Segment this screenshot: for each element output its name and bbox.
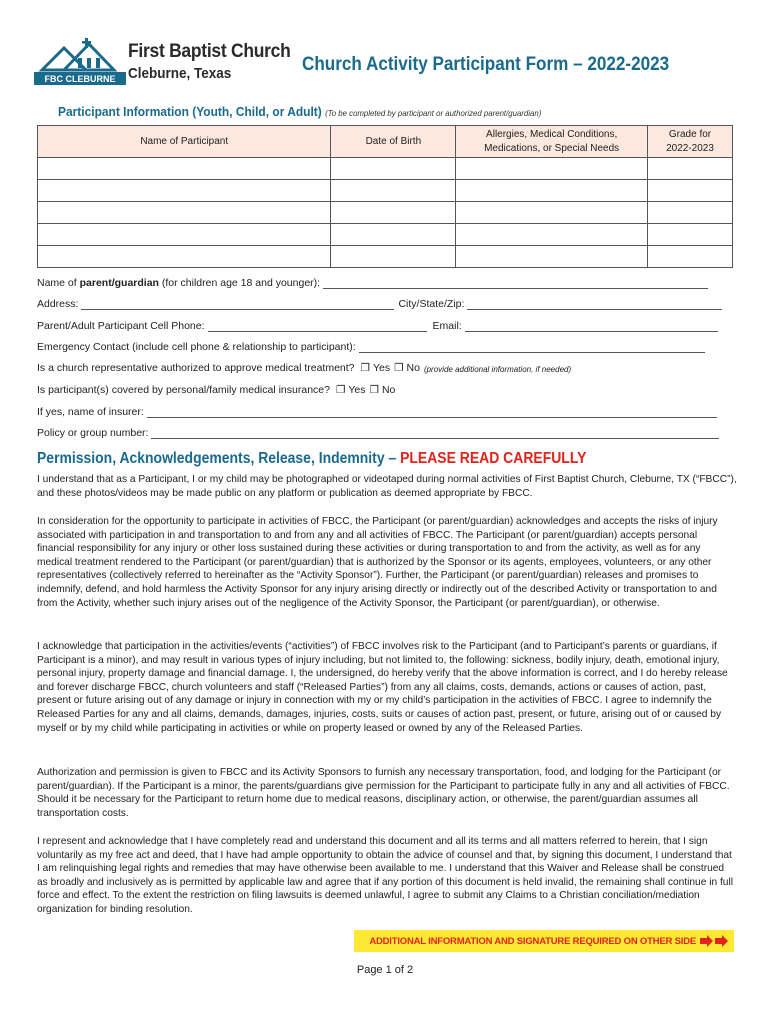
other-side-callout bbox=[354, 930, 734, 952]
form-title: Church Activity Participant Form – 2022-2023 bbox=[302, 54, 670, 75]
city-state-zip-field[interactable] bbox=[467, 299, 722, 310]
parent-label-suffix: (for children age 18 and younger): bbox=[158, 277, 321, 289]
grade-cell[interactable] bbox=[648, 180, 733, 202]
col-allergies-header: Allergies, Medical Conditions, Medications, or Special Needs bbox=[456, 126, 648, 158]
participant-heading-text: Participant Information (Youth, Child, or Adult) bbox=[58, 104, 322, 119]
policy-row bbox=[37, 427, 719, 439]
authorization-paragraph: Authorization and permission is given to FBCC and its Activity Sponsors to furnish any necessary transportation, food, and lodging for the Participant (or parent/guardian). If the Participant is a minor, the parents/guardians give permission for the Participant to participate fully in any and all activities of FBCC. Should it be necessary for the Participant to return home due to medical reasons, disciplinary action, or otherwise, the parent/guardian assumes all transportation costs. bbox=[37, 767, 730, 819]
medical-yes-checkbox[interactable]: ❐ bbox=[360, 362, 370, 374]
grade-cell[interactable] bbox=[648, 246, 733, 268]
insurance-no-checkbox[interactable]: ❐ bbox=[369, 384, 379, 396]
permission-heading-text: Permission, Acknowledgements, Release, Indemnity – bbox=[37, 450, 401, 467]
parent-label-prefix: Name of bbox=[37, 277, 80, 289]
col-name-header: Name of Participant bbox=[38, 126, 331, 158]
insurer-label: If yes, name of insurer: bbox=[37, 406, 144, 418]
org-name: First Baptist Church bbox=[128, 41, 291, 62]
dob-cell[interactable] bbox=[331, 246, 456, 268]
insurance-no-label: No bbox=[381, 384, 396, 396]
page-number: Page 1 of 2 bbox=[356, 964, 414, 976]
email-label: Email: bbox=[432, 320, 462, 332]
name-cell[interactable] bbox=[38, 158, 331, 180]
church-logo bbox=[34, 38, 126, 86]
name-cell[interactable] bbox=[38, 202, 331, 224]
parent-guardian-field[interactable] bbox=[323, 278, 708, 289]
grade-cell[interactable] bbox=[648, 158, 733, 180]
org-location: Cleburne, Texas bbox=[128, 65, 232, 82]
medical-note: (provide additional information, if needed) bbox=[423, 365, 572, 374]
emergency-label: Emergency Contact (include cell phone & relationship to participant): bbox=[37, 341, 356, 353]
address-field[interactable] bbox=[81, 299, 394, 310]
phone-email-row bbox=[37, 320, 718, 332]
medical-auth-label: Is a church representative authorized to approve medical treatment? bbox=[37, 362, 355, 374]
allergies-cell[interactable] bbox=[456, 180, 648, 202]
participant-table bbox=[37, 125, 733, 268]
address-row bbox=[37, 298, 722, 310]
cell-phone-label: Parent/Adult Participant Cell Phone: bbox=[37, 320, 205, 332]
dob-cell[interactable] bbox=[331, 180, 456, 202]
release-paragraph: I acknowledge that participation in the activities/events (“activities”) of FBCC involves risk to the Participant (and to Participant’s parents or guardians, if Participant is a minor), and may result in various types of injury including, but not limited to, the following: sickness, bodily injury, death, emotional injury, personal injury, property damage and financial damage. I, the undersigned, do hereby verify that the above information is correct, and I do hereby release and forever discharge FBCC, church volunteers and staff (“Released Parties”) from any all claims, costs, demands, actions or causes of action, past, present or future arising out of any damage or injury in connection with my or my child’s participation in the activities of FBCC. I agree to indemnify the Released Parties for any and all claims, demands, damages, injuries, costs, suits or causes of action past, present, or future, arising out of or caused by myself or by my child while participating in activities or while on property leased or owned by any of the Released Parties. bbox=[37, 641, 728, 734]
address-label: Address: bbox=[37, 298, 79, 310]
participant-section-heading bbox=[58, 104, 541, 119]
table-row bbox=[38, 224, 733, 246]
dob-cell[interactable] bbox=[331, 224, 456, 246]
col-dob-header: Date of Birth bbox=[331, 126, 456, 158]
participant-heading-note: (To be completed by participant or authorized parent/guardian) bbox=[325, 108, 542, 118]
name-cell[interactable] bbox=[38, 246, 331, 268]
allergies-cell[interactable] bbox=[456, 246, 648, 268]
callout-text: ADDITIONAL INFORMATION AND SIGNATURE REQUIRED ON OTHER SIDE bbox=[369, 935, 696, 947]
email-field[interactable] bbox=[465, 321, 718, 332]
permission-heading bbox=[37, 450, 586, 468]
dob-cell[interactable] bbox=[331, 158, 456, 180]
cell-phone-field[interactable] bbox=[208, 321, 427, 332]
insurance-label: Is participant(s) covered by personal/family medical insurance? bbox=[37, 384, 330, 396]
dob-cell[interactable] bbox=[331, 202, 456, 224]
risk-acceptance-paragraph: In consideration for the opportunity to participate in activities of FBCC, the Participant (or parent/guardian) acknowledges and accepts the risks of injury associated with participation in and transportation to and from any and all activities of FBCC. The Participant (or parent/guardian) accepts personal financial responsibility for any injury or other loss sustained during these activities or during transportation to and from the activity, as well as for any medical treatment rendered to the Participant (or parent/guardian) that is authorized by the Sponsor or its agents, employees, volunteers, or any other representatives (collectively referred to hereinafter as the “Activity Sponsor”). Further, the Participant (or parent/guardian) releases and promises to indemnify, defend, and hold harmless the Activity Sponsor for any injury arising directly or indirectly out of the described Activity or transportation to and from the Activity, whether such injury arises out of the negligence of the Activity Sponsor, the Participant (or parent/guardian), or otherwise. bbox=[37, 516, 718, 609]
insurer-field[interactable] bbox=[147, 407, 717, 418]
svg-text:FBC CLEBURNE: FBC CLEBURNE bbox=[44, 74, 116, 84]
insurance-row bbox=[37, 384, 395, 396]
allergies-cell[interactable] bbox=[456, 158, 648, 180]
grade-cell[interactable] bbox=[648, 202, 733, 224]
col-grade-header: Grade for 2022-2023 bbox=[648, 126, 733, 158]
acknowledgement-paragraph: I represent and acknowledge that I have completely read and understand this document and all its terms and all matters referred to herein, that I sign voluntarily as my free act and deed, that I have had ample opportunity to obtain the advice of counsel and that, by signing this document, I understand that I am relinquishing legal rights and remedies that may have otherwise been available to me. I understand that this Waiver and Release shall be construed as broadly and inclusively as is permitted by applicable law and agree that if any portion of this document is held invalid, the remaining shall continue in full force and effect. To the extent the restriction on filing lawsuits is deemed unlawful, I agree to submit any Claims to a Christian conciliation/mediation organization for binding resolution. bbox=[37, 836, 733, 915]
policy-field[interactable] bbox=[151, 428, 719, 439]
medical-yes-label: Yes bbox=[372, 362, 391, 374]
insurance-yes-checkbox[interactable]: ❐ bbox=[335, 384, 346, 396]
photo-consent-paragraph: I understand that as a Participant, I or my child may be photographed or videotaped during normal activities of First Baptist Church, Cleburne, TX (“FBCC”), and these photos/videos may be made public on any platform or publication as deemed appropriate by FBCC. bbox=[37, 474, 737, 499]
permission-heading-alert: PLEASE READ CAREFULLY bbox=[400, 450, 587, 467]
medical-auth-row bbox=[37, 362, 571, 374]
parent-guardian-row bbox=[37, 277, 708, 289]
emergency-field[interactable] bbox=[359, 342, 705, 353]
insurance-yes-label: Yes bbox=[348, 384, 366, 396]
medical-no-checkbox[interactable]: ❐ bbox=[394, 362, 404, 374]
table-row bbox=[38, 246, 733, 268]
name-cell[interactable] bbox=[38, 224, 331, 246]
policy-label: Policy or group number: bbox=[37, 427, 149, 439]
double-arrow-right-icon bbox=[700, 935, 730, 947]
table-row bbox=[38, 180, 733, 202]
name-cell[interactable] bbox=[38, 180, 331, 202]
emergency-row bbox=[37, 341, 705, 353]
insurer-row bbox=[37, 406, 717, 418]
grade-cell[interactable] bbox=[648, 224, 733, 246]
allergies-cell[interactable] bbox=[456, 224, 648, 246]
table-row bbox=[38, 202, 733, 224]
city-state-zip-label: City/State/Zip: bbox=[398, 298, 465, 310]
allergies-cell[interactable] bbox=[456, 202, 648, 224]
parent-label-bold: parent/guardian bbox=[79, 277, 159, 289]
table-row bbox=[38, 158, 733, 180]
medical-no-label: No bbox=[406, 362, 420, 374]
